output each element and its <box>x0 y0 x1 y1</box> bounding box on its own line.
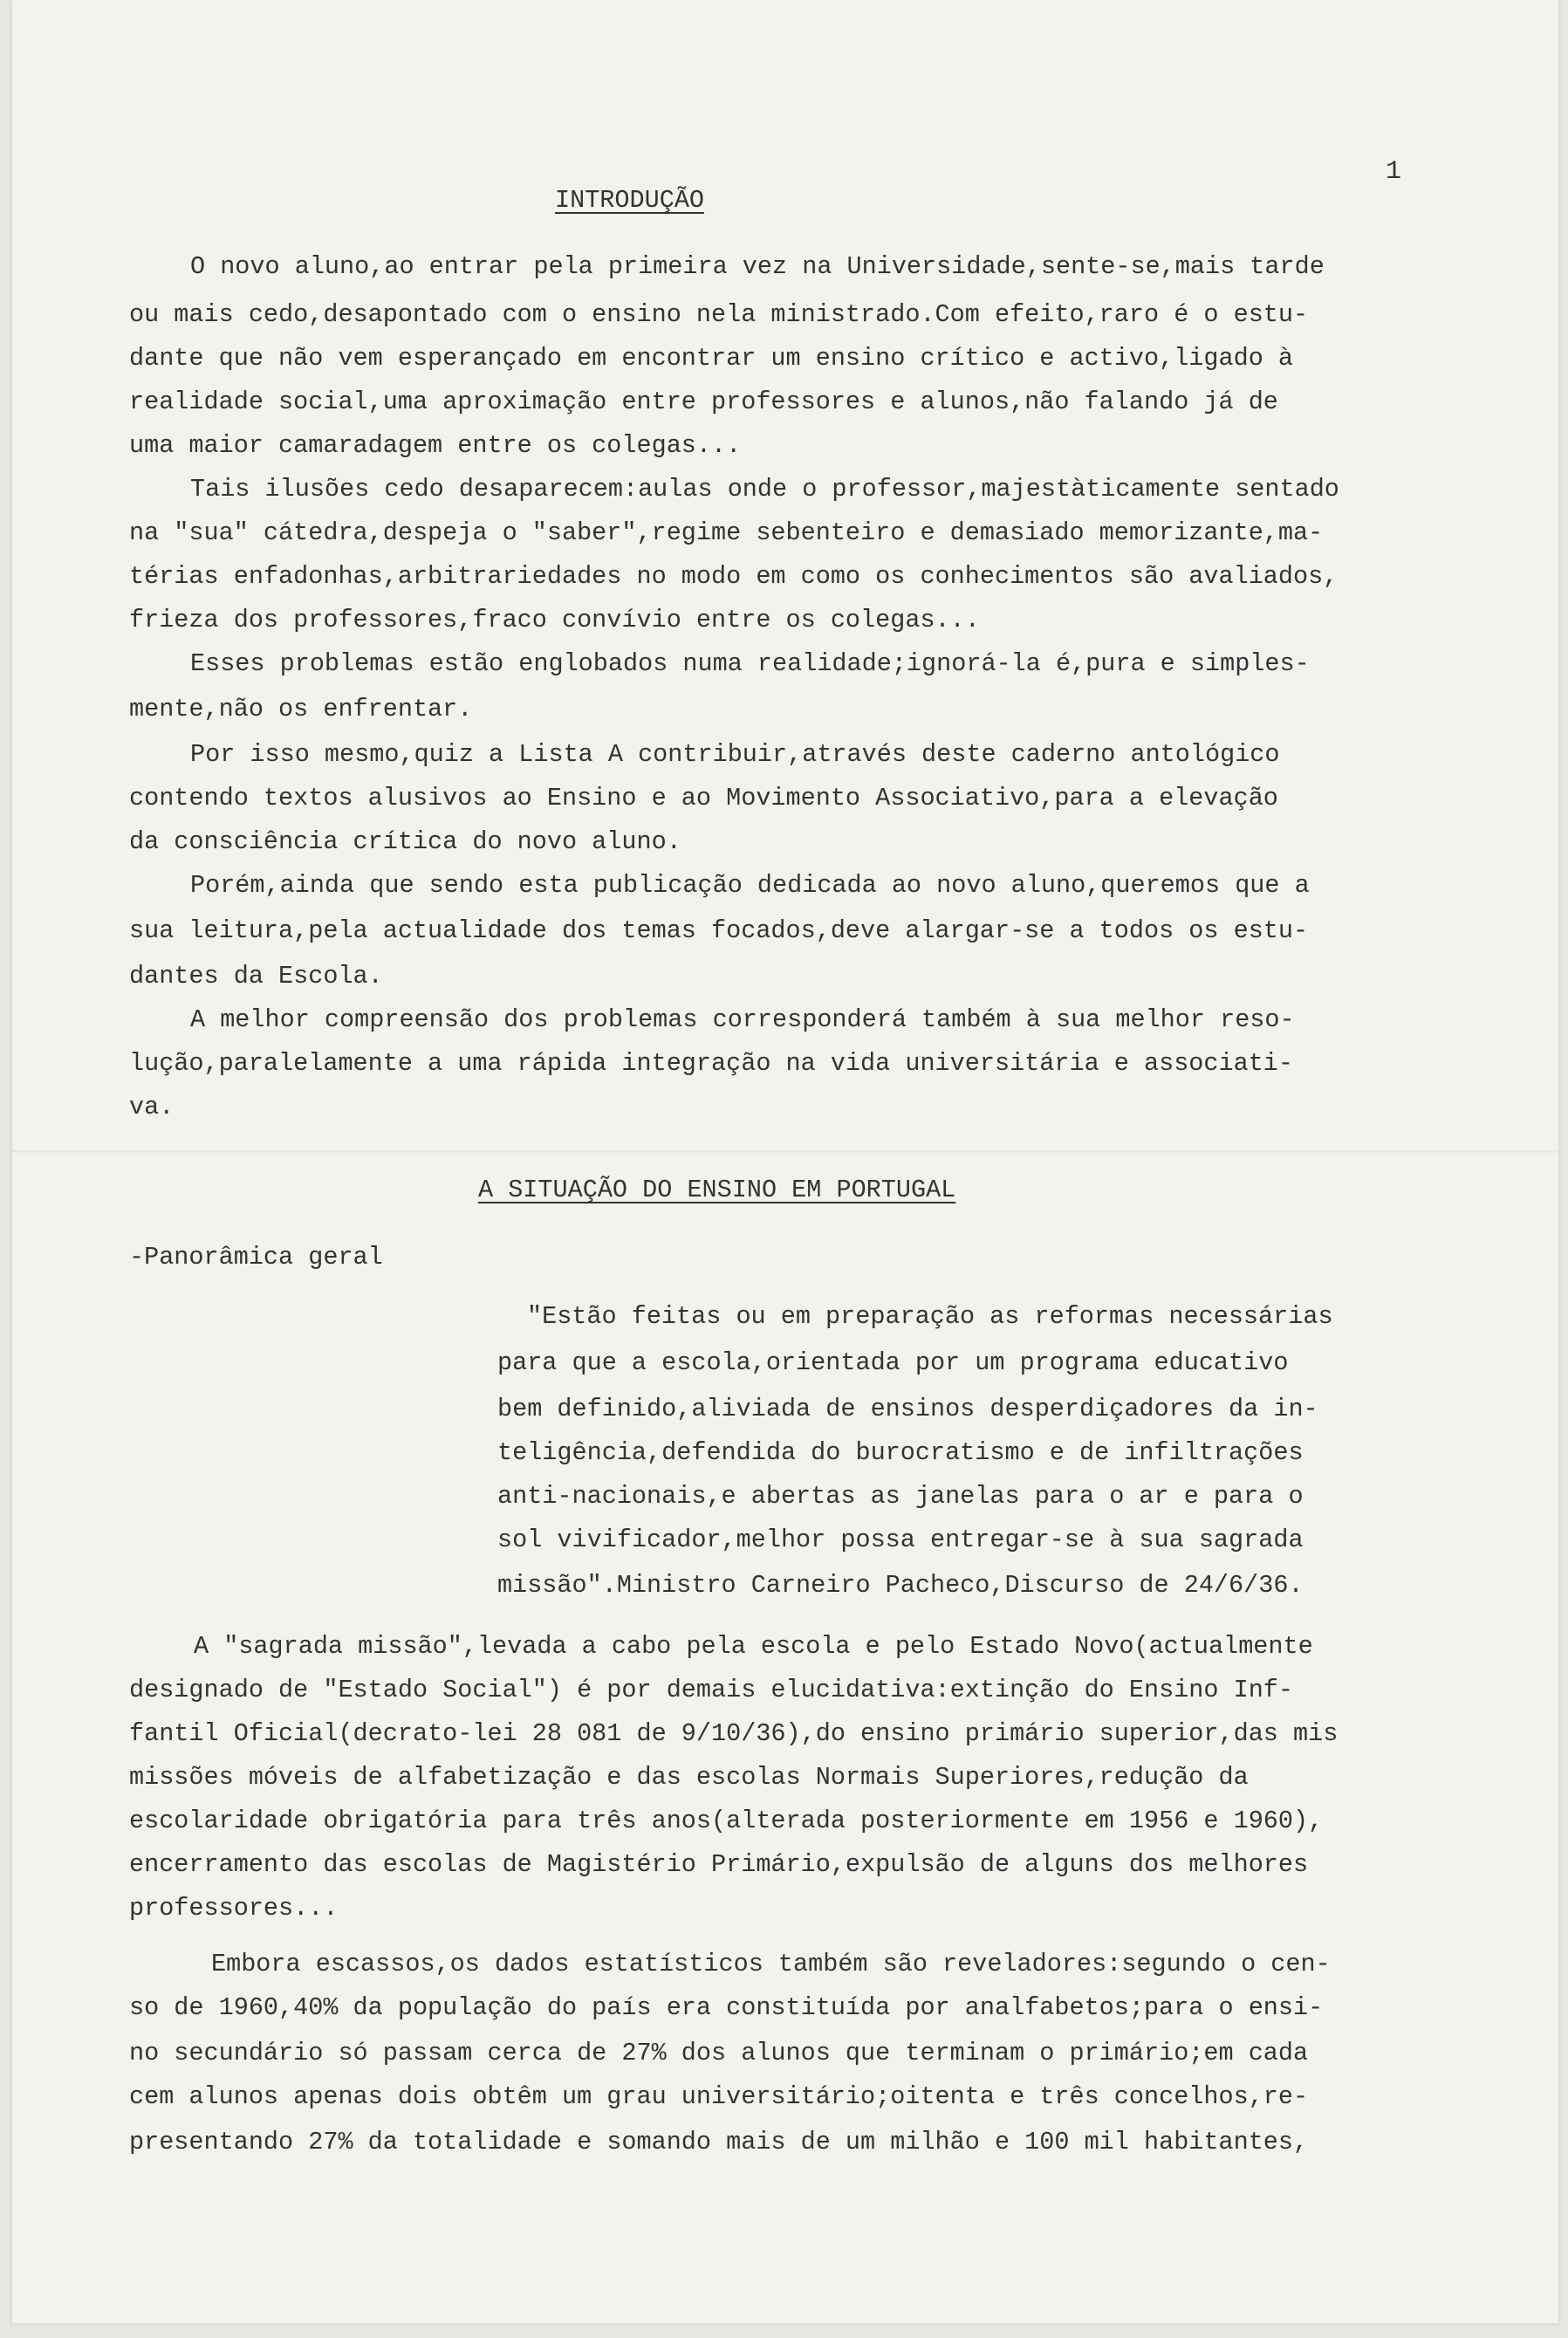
quote-line: teligência,defendida do burocratismo e de infiltrações <box>497 1438 1304 1467</box>
body-line: presentando 27% da totalidade e somando mais de um milhão e 100 mil habitantes, <box>129 2128 1309 2156</box>
intro-line: contendo textos alusivos ao Ensino e ao Movimento Associativo,para a elevação <box>129 784 1278 812</box>
intro-line: mente,não os enfrentar. <box>129 695 473 723</box>
intro-line: Porém,ainda que sendo esta publicação dedicada ao novo aluno,queremos que a <box>190 871 1310 900</box>
body-line: so de 1960,40% da população do país era constituída por analfabetos;para o ensi- <box>129 1993 1324 2022</box>
intro-line: ou mais cedo,desapontado com o ensino nela ministrado.Com efeito,raro é o estu- <box>129 300 1309 329</box>
intro-line: O novo aluno,ao entrar pela primeira vez na Universidade,sente-se,mais tarde <box>190 252 1325 281</box>
quote-line: para que a escola,orientada por um programa educativo <box>497 1348 1289 1377</box>
body-line: no secundário só passam cerca de 27% dos alunos que terminam o primário;em cada <box>129 2039 1309 2067</box>
body-line: designado de "Estado Social") é por demais elucidativa:extinção do Ensino Inf- <box>129 1676 1294 1704</box>
intro-line: frieza dos professores,fraco convívio entre os colegas... <box>129 606 980 634</box>
intro-line: Tais ilusões cedo desaparecem:aulas onde o professor,majestàticamente sentado <box>190 475 1339 504</box>
body-line: encerramento das escolas de Magistério Primário,expulsão de alguns dos melhores <box>129 1850 1309 1879</box>
intro-line: sua leitura,pela actualidade dos temas focados,deve alargar-se a todos os estu- <box>129 916 1309 945</box>
intro-line: na "sua" cátedra,despeja o "saber",regime sebenteiro e demasiado memorizante,ma- <box>129 518 1324 547</box>
intro-line: da consciência crítica do novo aluno. <box>129 827 681 856</box>
intro-line: A melhor compreensão dos problemas corresponderá também à sua melhor reso- <box>190 1005 1295 1034</box>
quote-line: sol vivificador,melhor possa entregar-se à sua sagrada <box>497 1526 1304 1554</box>
intro-line: va. <box>129 1093 175 1121</box>
section-title: A SITUAÇÃO DO ENSINO EM PORTUGAL <box>478 1176 956 1204</box>
intro-line: dante que não vem esperançado em encontrar um ensino crítico e activo,ligado à <box>129 344 1294 373</box>
body-line: missões móveis de alfabetização e das escolas Normais Superiores,redução da <box>129 1763 1249 1792</box>
page-number: 1 <box>1386 157 1402 187</box>
intro-line: térias enfadonhas,arbitrariedades no modo em como os conhecimentos são avaliados, <box>129 562 1339 591</box>
quote-line: missão".Ministro Carneiro Pacheco,Discurso de 24/6/36. <box>497 1571 1304 1600</box>
intro-line: Esses problemas estão englobados numa realidade;ignorá-la é,pura e simples- <box>190 649 1310 678</box>
intro-title: INTRODUÇÃO <box>555 186 705 215</box>
body-line: Embora escassos,os dados estatísticos também são reveladores:segundo o cen- <box>211 1950 1331 1978</box>
intro-line: Por isso mesmo,quiz a Lista A contribuir,através deste caderno antológico <box>190 740 1280 769</box>
quote-line: "Estão feitas ou em preparação as reformas necessárias <box>527 1302 1333 1331</box>
section-subtitle: -Panorâmica geral <box>129 1243 383 1272</box>
quote-line: anti-nacionais,e abertas as janelas para o ar e para o <box>497 1482 1304 1511</box>
paper-fold <box>12 1150 1558 1154</box>
intro-line: lução,paralelamente a uma rápida integração na vida universitária e associati- <box>129 1049 1294 1078</box>
body-line: fantil Oficial(decrato-lei 28 081 de 9/10/36),do ensino primário superior,das mis <box>129 1719 1339 1748</box>
intro-line: realidade social,uma aproximação entre professores e alunos,não falando já de <box>129 387 1278 416</box>
intro-line: dantes da Escola. <box>129 962 383 991</box>
body-line: A "sagrada missão",levada a cabo pela escola e pelo Estado Novo(actualmente <box>194 1632 1313 1661</box>
body-line: professores... <box>129 1894 339 1923</box>
body-line: escolaridade obrigatória para três anos(alterada posteriormente em 1956 e 1960), <box>129 1807 1324 1835</box>
body-line: cem alunos apenas dois obtêm um grau universitário;oitenta e três concelhos,re- <box>129 2082 1309 2111</box>
intro-line: uma maior camaradagem entre os colegas... <box>129 431 742 460</box>
quote-line: bem definido,aliviada de ensinos desperdiçadores da in- <box>497 1395 1318 1423</box>
